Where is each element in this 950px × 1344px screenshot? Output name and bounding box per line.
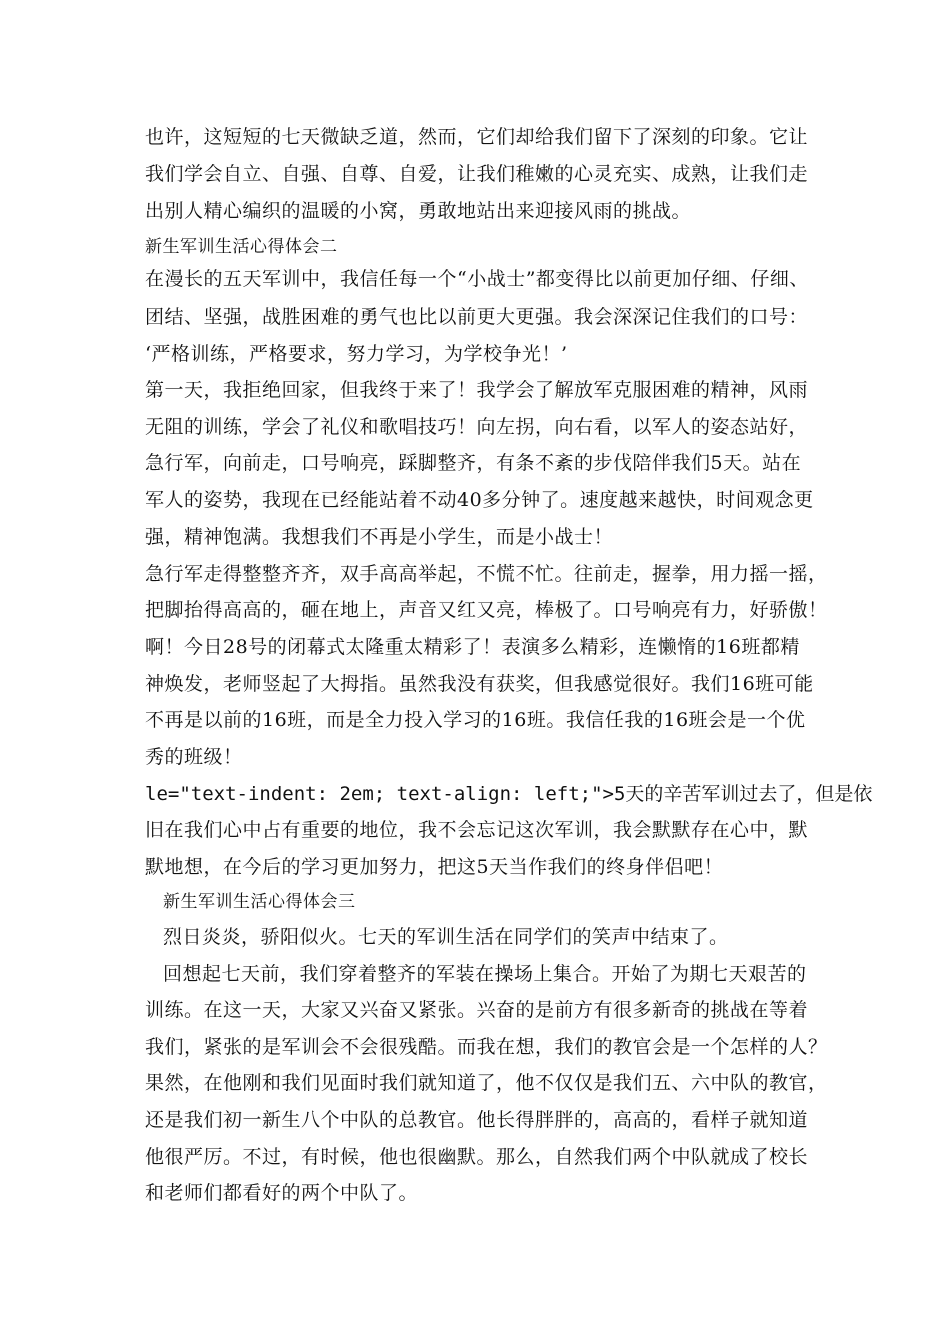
text-line: 回想起七天前，我们穿着整齐的军装在操场上集合。开始了为期七天艰苦的 [163, 963, 807, 985]
text-line: 烈日炎炎，骄阳似火。七天的军训生活在同学们的笑声中结束了。 [163, 926, 729, 948]
text-line: 和老师们都看好的两个中队了。 [145, 1182, 419, 1204]
text-line: 团结、坚强，战胜困难的勇气也比以前更大更强。我会深深记住我们的口号： [145, 306, 809, 328]
text-line: 把脚抬得高高的，砸在地上，声音又红又亮，棒极了。口号响亮有力，好骄傲！ [145, 599, 828, 621]
text-line: 神焕发，老师竖起了大拇指。虽然我没有获奖，但我感觉很好。我们16班可能 [145, 673, 814, 695]
text-line: 强，精神饱满。我想我们不再是小学生，而是小战士！ [145, 526, 614, 548]
text-line: 还是我们初一新生八个中队的总教官。他长得胖胖的，高高的，看样子就知道 [145, 1109, 809, 1131]
text-line: ‘严格训练，严格要求，努力学习，为学校争光！’ [145, 343, 568, 365]
text-line: 果然，在他刚和我们见面时我们就知道了，他不仅仅是我们五、六中队的教官， [145, 1072, 828, 1094]
text-line: 急行军走得整整齐齐，双手高高举起，不慌不忙。往前走，握拳，用力摇一摇， [145, 563, 828, 585]
text-line: 第一天，我拒绝回家，但我终于来了！我学会了解放军克服困难的精神，风雨 [145, 379, 809, 401]
text-line: 出别人精心编织的温暖的小窝，勇敢地站出来迎接风雨的挑战。 [145, 200, 692, 222]
text-line: 秀的班级！ [145, 746, 243, 768]
text-line: 我们学会自立、自强、自尊、自爱，让我们稚嫩的心灵充实、成熟，让我们走 [145, 163, 809, 185]
text-line: 军人的姿势，我现在已经能站着不动40多分钟了。速度越来越快，时间观念更 [145, 489, 814, 511]
text-line: 训练。在这一天，大家又兴奋又紧张。兴奋的是前方有很多新奇的挑战在等着 [145, 999, 809, 1021]
text-line: 旧在我们心中占有重要的地位，我不会忘记这次军训，我会默默存在心中，默 [145, 819, 809, 841]
text-line: le="text-indent: 2em; text-align: left;">5天的辛苦军训过去了，但是依 [145, 783, 873, 805]
text-line: 他很严厉。不过，有时候，他也很幽默。那么，自然我们两个中队就成了校长 [145, 1146, 809, 1168]
text-line: 急行军，向前走，口号响亮，踩脚整齐，有条不紊的步伐陪伴我们5天。站在 [145, 452, 802, 474]
text-line: 在漫长的五天军训中，我信任每一个“小战士”都变得比以前更加仔细、仔细、 [145, 268, 809, 290]
text-line: 啊！今日28号的闭幕式太隆重太精彩了！表演多么精彩，连懒惰的16班都精 [145, 636, 800, 658]
text-line: 也许，这短短的七天微缺乏道，然而，它们却给我们留下了深刻的印象。它让 [145, 126, 809, 148]
section-heading: 新生军训生活心得体会三 [163, 892, 356, 912]
text-line: 我们，紧张的是军训会不会很残酷。而我在想，我们的教官会是一个怎样的人？ [145, 1036, 828, 1058]
text-line: 默地想，在今后的学习更加努力，把这5天当作我们的终身伴侣吧！ [145, 856, 724, 878]
section-heading: 新生军训生活心得体会二 [145, 237, 338, 257]
text-line: 无阻的训练，学会了礼仪和歌唱技巧！向左拐，向右看，以军人的姿态站好， [145, 416, 809, 438]
text-line: 不再是以前的16班，而是全力投入学习的16班。我信任我的16班会是一个优 [145, 709, 806, 731]
